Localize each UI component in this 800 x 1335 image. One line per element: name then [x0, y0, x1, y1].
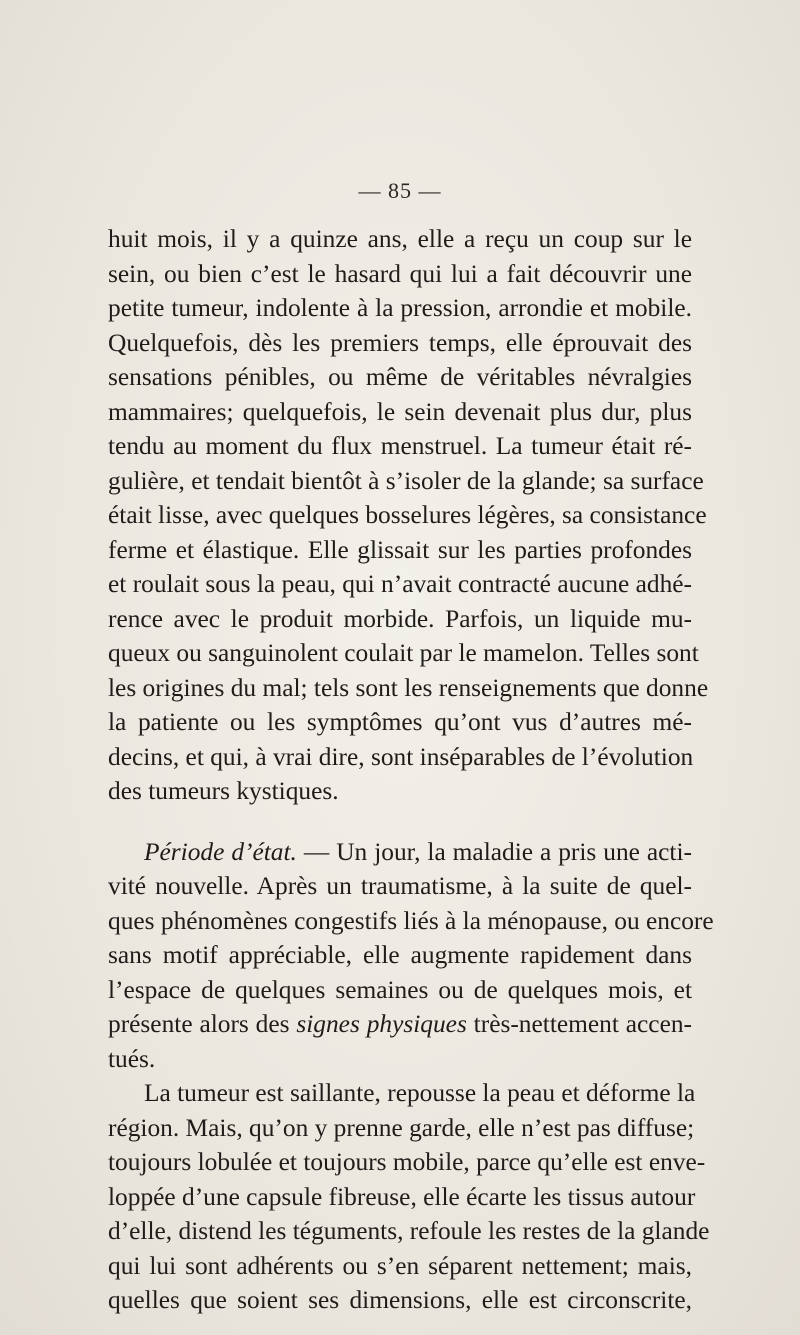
text-line: qui lui sont adhérents ou s’en séparent nettement; mais, — [108, 1251, 692, 1280]
text-line: rence avec le produit morbide. Parfois, un liquide mu- — [108, 604, 692, 633]
text-line: l’espace de quelques semaines ou de quelques mois, et — [108, 975, 692, 1004]
text-line: mammaires; quelquefois, le sein devenait plus dur, plus — [108, 397, 692, 426]
text-line: huit mois, il y a quinze ans, elle a reçu un coup sur le — [108, 225, 692, 253]
section-heading: Période d’état. — [144, 837, 297, 866]
text-line: sein, ou bien c’est le hasard qui lui a fait découvrir une — [108, 259, 692, 288]
text-line: ques phénomènes congestifs liés à la ménopause, ou encore — [108, 906, 714, 935]
paragraph-3 — [108, 1076, 710, 1318]
text-line: Quelquefois, dès les premiers temps, elle éprouvait des — [108, 328, 692, 357]
paragraph-1 — [108, 222, 709, 809]
text-line: decins, et qui, à vrai dire, sont inséparables de l’évolution — [108, 742, 694, 771]
text-line: tués. — [108, 1044, 156, 1073]
text-line: sans motif appréciable, elle augmente rapidement dans — [108, 941, 692, 969]
text-line: était lisse, avec quelques bosselures légères, sa consistance — [108, 501, 707, 529]
text-line: quelles que soient ses dimensions, elle est circonscrite, — [108, 1286, 692, 1314]
text-run: — Un jour, la maladie a pris une acti- — [296, 837, 692, 866]
text-line: des tumeurs kystiques. — [108, 777, 339, 805]
text-line: la patiente ou les symptômes qu’ont vus d’autres mé- — [108, 708, 692, 736]
text-line: petite tumeur, indolente à la pression, arrondie et mobile. — [108, 294, 692, 322]
paragraph-gap — [108, 809, 692, 835]
text-line: La tumeur est saillante, repousse la peau et déforme la — [144, 1079, 696, 1107]
text-line: queux ou sanguinolent coulait par le mamelon. Telles sont — [108, 639, 699, 667]
text-line: tendu au moment du flux menstruel. La tumeur était ré- — [108, 432, 692, 460]
text-line: toujours lobulée et toujours mobile, parce qu’elle est enve- — [108, 1148, 706, 1176]
emphasis: signes physiques — [296, 1010, 467, 1038]
text-line: et roulait sous la peau, qui n’avait contracté aucune adhé- — [108, 570, 692, 598]
text-line: loppée d’une capsule fibreuse, elle écarte les tissus autour — [108, 1182, 696, 1211]
text-line: ferme et élastique. Elle glissait sur les parties profondes — [108, 535, 692, 564]
text-run: présente alors des — [108, 1010, 297, 1038]
body-text — [108, 222, 714, 1318]
text-line: région. Mais, qu’on y prenne garde, elle n’est pas diffuse; — [108, 1113, 695, 1142]
text-line: vité nouvelle. Après un traumatisme, à la suite de quel- — [108, 872, 692, 900]
paragraph-2 — [108, 835, 714, 1077]
text-line: sensations pénibles, ou même de véritables névralgies — [108, 363, 692, 391]
text-line — [108, 1007, 692, 1042]
text-line — [108, 835, 692, 870]
page-number: — 85 — — [358, 178, 442, 203]
text-line: les origines du mal; tels sont les renseignements que donne — [108, 673, 709, 702]
text-line: d’elle, distend les téguments, refoule les restes de la glande — [108, 1217, 710, 1245]
text-run: très-nettement accen- — [466, 1010, 692, 1038]
text-line: gulière, et tendait bientôt à s’isoler de la glande; sa surface — [108, 466, 704, 495]
